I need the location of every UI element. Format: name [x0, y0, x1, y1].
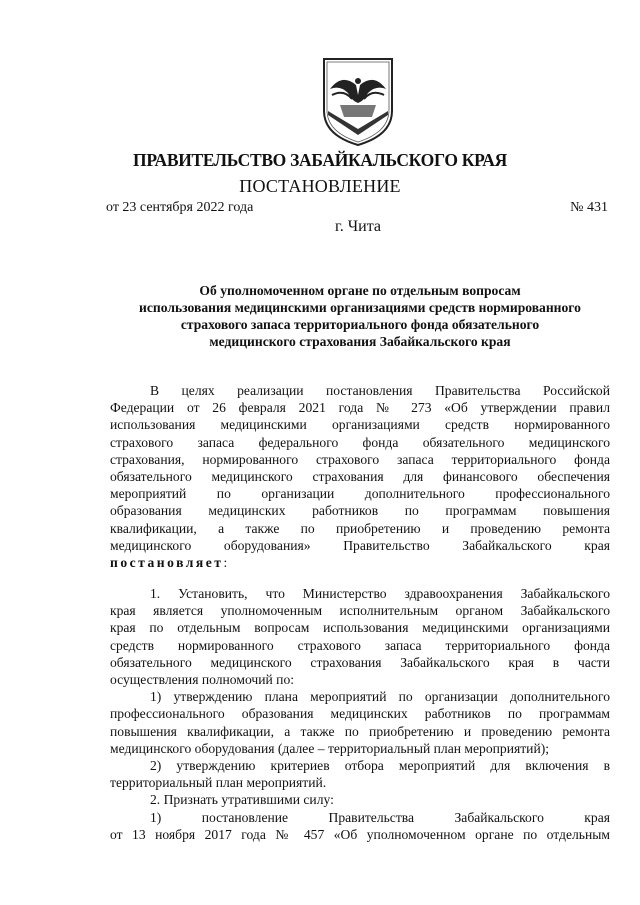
item2-1-line: 1) постановление Правительства Забайкальского края	[150, 809, 610, 825]
preamble-line: образования медицинских работников по программам повышения	[110, 503, 610, 519]
preamble-line: обязательного медицинского страхования для финансового обеспечения	[110, 468, 610, 484]
preamble-line: В целях реализации постановления Правительства Российской	[150, 383, 610, 398]
coat-of-arms-icon	[318, 55, 398, 149]
item1-line: обязательного медицинского страхования Забайкальского края в части	[110, 654, 610, 670]
item1-line: средств нормированного страхового запаса территориального фонда	[110, 637, 610, 653]
item2-line: 2. Признать утратившими силу:	[150, 792, 334, 808]
item1-1-line: медицинского оборудования (далее – территориальный план мероприятий);	[110, 740, 550, 756]
title-line: медицинского страхования Забайкальского края	[209, 334, 511, 349]
item1-line: края является уполномоченным исполнительным органом Забайкальского	[110, 603, 610, 619]
item1-line: осуществления полномочий по:	[110, 672, 295, 687]
item1-1-line: профессионального образования медицинских работников по программам	[110, 706, 610, 722]
item1-line: 1. Установить, что Министерство здравоохранения Забайкальского	[150, 586, 610, 602]
item1-1-line: 1) утверждению плана мероприятий по организации дополнительного	[150, 689, 610, 705]
item1-line: края по отдельным вопросам использования медицинскими организациями	[110, 620, 610, 636]
document-city: г. Чита	[334, 218, 381, 235]
preamble-line: мероприятий по организации дополнительного профессионального	[110, 486, 610, 502]
title-line: использования медицинскими организациями средств нормированного	[139, 300, 581, 315]
preamble-line: квалификации, а также по приобретению и проведению ремонта	[110, 520, 610, 536]
decree-line	[110, 554, 610, 571]
document-body	[110, 382, 610, 843]
title-line: страхового запаса территориального фонда обязательного	[180, 317, 540, 332]
document-date: от 23 сентября 2022 года	[106, 200, 254, 215]
item1-2-line: территориальный план мероприятий.	[110, 775, 327, 791]
preamble-line: медицинского оборудования» Правительство Забайкальского края	[110, 537, 610, 553]
item1-1-line: повышения квалификации, а также по приобретению и проведению ремонта	[110, 723, 610, 739]
document-number: № 431	[570, 200, 608, 215]
decree-word: постановляет	[110, 554, 224, 570]
preamble-line: Федерации от 26 февраля 2021 года № 273 «Об утверждении правил	[110, 400, 610, 416]
title-line: Об уполномоченном органе по отдельным вопросам	[199, 283, 521, 298]
government-name: ПРАВИТЕЛЬСТВО ЗАБАЙКАЛЬСКОГО КРАЯ	[133, 150, 507, 170]
item1-2-line: 2) утверждению критериев отбора мероприятий для включения в	[150, 757, 610, 773]
preamble-line: страхования, нормированного страхового запаса территориального фонда	[110, 451, 610, 467]
preamble-line: страхового запаса федерального фонда обязательного медицинского	[110, 434, 610, 450]
document-type: ПОСТАНОВЛЕНИЕ	[239, 176, 401, 196]
preamble-line: использования медицинскими организациями средств нормированного	[110, 417, 610, 433]
decree-colon: :	[223, 554, 228, 570]
document-title	[110, 282, 610, 350]
item2-1-line: от 13 ноября 2017 года № 457 «Об уполномоченном органе по отдельным	[110, 826, 610, 842]
